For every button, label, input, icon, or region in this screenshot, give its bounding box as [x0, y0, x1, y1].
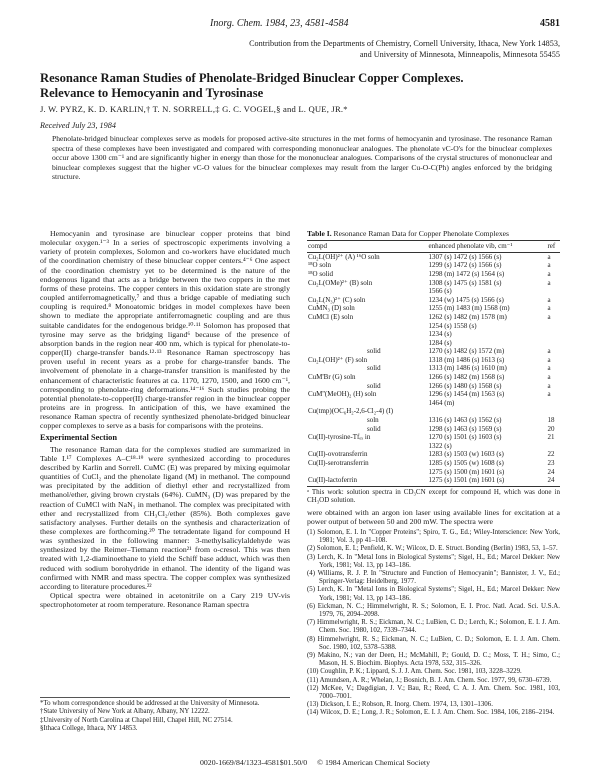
table-header-row: [307, 241, 560, 253]
table-cell: 1270 (s) 1501 (s) 1603 (s): [428, 433, 502, 442]
table-cell: CuM''(MeOH)₂ (H) soln: [308, 390, 377, 399]
received-date: Received July 23, 1984: [40, 121, 116, 130]
table-row: [307, 425, 560, 434]
table-cell: soln: [367, 416, 379, 425]
reference-item: (12) McKee, V.; Dagdigian, J. V.; Bau, R.; Reed, C. A. J. Am. Chem. Soc. 1981, 103, 7000–7001.: [307, 684, 560, 700]
table-cell: [546, 407, 560, 416]
footnotes: [40, 697, 290, 734]
left-column: [40, 229, 290, 609]
table-cell: 1298 (m) 1472 (s) 1564 (s): [428, 269, 505, 278]
table-row: [307, 399, 560, 408]
footnote: §Ithaca College, Ithaca, NY 14853.: [40, 725, 138, 733]
table-row: [307, 459, 560, 468]
table-cell: 1313 (m) 1486 (s) 1610 (m): [428, 364, 507, 373]
table-cell: [307, 468, 428, 477]
table-row: [307, 442, 560, 451]
table-cell: 1298 (s) 1463 (s) 1569 (s): [428, 424, 502, 433]
table-cell: 1308 (s) 1475 (s) 1581 (s): [428, 278, 502, 287]
table-cell: a: [547, 295, 551, 304]
table-cell: 22: [547, 450, 555, 459]
table-cell: 1322 (s): [428, 441, 452, 450]
table-cell: 24: [547, 467, 555, 476]
footnote: ‡University of North Carolina at Chapel Hill, Chapel Hill, NC 27514.: [40, 716, 233, 724]
table-cell: [546, 442, 560, 451]
table-cell: [428, 407, 547, 416]
table-cell: 1266 (s) 1480 (s) 1568 (s): [428, 381, 502, 390]
table-cell: 1234 (w) 1475 (s) 1566 (s): [428, 295, 504, 304]
table-cell: a: [547, 252, 551, 261]
journal-citation: Inorg. Chem. 1984, 23, 4581-4584: [210, 18, 349, 29]
title-line: Resonance Raman Studies of Phenolate-Bridged Binuclear Copper Complexes.: [40, 71, 464, 85]
table-cell: Cu(II)-lactoferrin: [308, 476, 357, 485]
table-cell: a: [547, 355, 551, 364]
table-title: Resonance Raman Data for Copper Phenolate Complexes: [333, 229, 509, 238]
table-row: [307, 364, 560, 373]
table-header: ref: [546, 241, 560, 253]
table-cell: Cu₂L(OH)²⁺ (A) ¹⁶O soln: [308, 252, 380, 261]
table-cell: [546, 399, 560, 408]
table-cell: 21: [547, 433, 555, 442]
table-cell: ¹⁸O solid: [308, 269, 333, 278]
article-code: 0020-1669/84/1323-4581$01.50/0: [200, 758, 308, 767]
table-row: [307, 347, 560, 356]
table-cell: CuMCl (E) soln: [308, 312, 354, 321]
footnote: †State University of New York at Albany, Albany, NY 12222.: [40, 708, 210, 716]
table-cell: Cu(II)-tyrosine-Tfₑₓ in: [308, 433, 371, 442]
table-cell: [307, 339, 428, 348]
table-cell: a: [547, 364, 551, 373]
table-row: [307, 339, 560, 348]
contribution-affiliation: [140, 38, 560, 60]
reference-item: (8) Himmelwright, R. S.; Eickman, N. C.; LuBien, C. D.; Solomon, E. I. J. Am. Chem. Soc. 1980, 102, 5378–5388.: [307, 635, 560, 651]
table-cell: a: [547, 347, 551, 356]
table-cell: a: [547, 278, 551, 287]
table-cell: 1275 (s) 1501 (m) 1601 (s): [428, 476, 505, 485]
table-cell: a: [547, 373, 551, 382]
table-cell: 1296 (s) 1454 (m) 1563 (s): [428, 390, 505, 399]
section-heading: Experimental Section: [40, 433, 117, 443]
table-cell: a: [547, 381, 551, 390]
table-header: compd: [307, 241, 428, 253]
table-row: [307, 433, 560, 442]
table-cell: 1275 (s) 1500 (m) 1601 (s): [428, 467, 505, 476]
table-cell: 1255 (m) 1483 (m) 1568 (m): [428, 304, 510, 313]
experimental-paragraph: The resonance Raman data for the complexes studied are summarized in Table I.¹⁷ Complexes A–C¹⁸·¹⁹ were synthesized according to procedures described by Karlin and Sorrell. CuMC (E) was prepared by mixing equimolar quantities of CuCl₂ and the phenolate ligand (M) in methanol. The compound was precipitated by the addition of diethyl ether and recrystallized from methanol/ether, giving brown crystals (64%). CuMN₃ (D) was prepared by the reaction of CuMCl with NaN₃ in methanol. The complex was precipitated with ether and recrystallized from CH₃Cl₂/ether (85%). Both complexes gave satisfactory analyses. Further details on the synthesis and characterization of these complexes are forthcoming.²⁰ The tetradentate ligand for compound H was synthesized in the following manner: 3-methylsalicylaldehyde was synthesized by the Reimer–Tiemann reaction²¹ from o-cresol. This was then treated with 1,2-diaminoethane to yield the Schiff base adduct, which was then reduced with sodium borohydride in ethanol. The identity of the ligand was confirmed with NMR and mass spectra. The copper complex was synthesized according to literature procedures.²²: [40, 444, 290, 591]
table-footnote: ᵃ This work: solution spectra in CD₃CN except for compound H, which was done in CH₃OD solution.: [307, 487, 560, 505]
table-cell: 1318 (m) 1486 (s) 1613 (s): [428, 355, 505, 364]
article-title: [40, 71, 560, 101]
table-caption: [307, 229, 560, 238]
table-cell: a: [547, 261, 551, 270]
table-header: enhanced phenolate vib, cm⁻¹: [428, 241, 547, 253]
table-cell: [307, 399, 428, 408]
table-cell: a: [547, 390, 551, 399]
affiliation-line: and University of Minnesota, Minneapolis, Minnesota 55455: [359, 50, 560, 59]
table-cell: a: [547, 304, 551, 313]
table-row: [307, 476, 560, 485]
table-cell: [546, 287, 560, 296]
reference-item: (11) Amundsen, A. R.; Whelan, J.; Bosnich, B. J. Am. Chem. Soc. 1977, 99, 6730–6739.: [307, 676, 552, 684]
table-row: [307, 287, 560, 296]
reference-item: (14) Wilcox, D. E.; Long, J. R.; Solomon, E. I. J. Am. Chem. Soc. 1984, 106, 2186–2194.: [307, 709, 555, 717]
table-cell: ¹⁸O soln: [308, 261, 332, 270]
table-row: [307, 261, 560, 270]
table-cell: Cu(II)-ovotransferrin: [308, 450, 368, 459]
table-row: [307, 416, 560, 425]
table-cell: solid: [367, 381, 381, 390]
reference-item: (13) Dickson, I. E.; Robson, R. Inorg. Chem. 1974, 13, 1301–1306.: [307, 701, 493, 709]
title-line: Relevance to Hemocyanin and Tyrosinase: [40, 86, 264, 100]
author-list: J. W. PYRZ, K. D. KARLIN,† T. N. SORRELL,‡ G. C. VOGEL,§ and L. QUE, JR.*: [40, 104, 348, 114]
reference-item: (3) Lerch, K. In "Metal Ions in Biological Systems"; Sigel, H., Ed.; Marcel Dekker: New York, 1981; Vol. 13, pp 143–186.: [307, 553, 560, 569]
table-row: [307, 468, 560, 477]
table-cell: 24: [547, 476, 555, 485]
table-cell: CuM'Br (G) soln: [308, 373, 356, 382]
table-row: [307, 279, 560, 288]
reference-list: [307, 529, 560, 718]
reference-item: (9) Makino, N.; van der Deen, H.; McMahill, P.; Gould, D. C.; Moss, T. H.; Simo, C.; Mason, H. S. Biochim. Biophys. Acta 1978, 532, 315–326.: [307, 651, 560, 668]
footnote: *To whom correspondence should be addressed at the University of Minnesota.: [40, 700, 260, 707]
table-cell: 1283 (s) 1503 (w) 1603 (s): [428, 450, 504, 459]
table-cell: 1464 (m): [428, 398, 455, 407]
table-row: [307, 304, 560, 313]
table-cell: 1254 (s) 1558 (s): [428, 321, 477, 330]
reference-item: (4) Williams, R. J. P. In "Structure and Function of Hemocyanin"; Bannister, J. V., Ed.; Springer-Verlag: Heidelberg, 1977.: [307, 569, 560, 586]
reference-item: (10) Coughlin, P. K.; Lippard, S. J. J. Am. Chem. Soc. 1981, 103, 3228–3229.: [307, 668, 522, 676]
table-row: [307, 270, 560, 279]
table-cell: solid: [367, 424, 381, 433]
page-number: 4581: [540, 18, 560, 29]
table-cell: a: [547, 269, 551, 278]
abstract: Phenolate-bridged binuclear complexes serve as models for proposed active-site structures in the met forms of hemocyanin and tyrosinase. The resonance Raman spectra of these complexes have been investigated and compared with corresponding mononuclear analogues. The phenolate νC-O's for the binuclear complexes occur above 1300 cm⁻¹ and are significantly higher in energy than those for the mononuclear analogues. Comparisons of the crystal structures of mononuclear and binuclear complexes suggest that the higher νC-O values for the binuclear complexes may result from the larger Cu-O-C(Ph) angles enforced by the bridging structure.: [52, 134, 552, 182]
table-cell: 23: [547, 459, 555, 467]
table-cell: [307, 322, 428, 331]
table-row: [307, 390, 560, 399]
table-cell: 1307 (s) 1472 (s) 1566 (s): [428, 252, 502, 261]
table-cell: Cu₂L(N₃)²⁺ (C) soln: [308, 295, 366, 304]
table-cell: [307, 330, 428, 339]
table-cell: Cu(tmp)(OC₆H₂-2,6-Cl₂-4) (I): [308, 407, 394, 416]
reference-item: (6) Eickman, N. C.; Himmelwright, R. S.; Solomon, E. I. Proc. Natl. Acad. Sci. U.S.A. 1979, 76, 2094–2098.: [307, 602, 560, 618]
table-row: [307, 407, 560, 416]
table-label: Table I.: [307, 229, 332, 238]
table-cell: [546, 330, 560, 339]
table-cell: 1284 (s): [428, 338, 452, 347]
table-cell: 20: [547, 424, 555, 433]
reference-item: (2) Solomon, E. I.; Penfield, K. W.; Wilcox, D. E. Struct. Bonding (Berlin) 1983, 53, 1–57.: [307, 545, 558, 553]
table-row: [307, 322, 560, 331]
table-cell: 18: [547, 416, 555, 425]
reference-item: (7) Himmelwright, R. S.; Eickman, N. C.; LuBien, C. D.; Lerch, K.; Solomon, E. I. J. Am. Chem. Soc. 1980, 102, 7339–7344.: [307, 619, 560, 635]
table-cell: 1270 (s) 1482 (s) 1572 (m): [428, 347, 505, 356]
table-cell: 1316 (s) 1463 (s) 1562 (s): [428, 416, 502, 425]
affiliation-line: Contribution from the Departments of Chemistry, Cornell University, Ithaca, New York 14853,: [249, 39, 560, 48]
experimental-paragraph: Optical spectra were obtained in acetonitrile on a Cary 219 UV-vis spectrophotometer at room temperature. Resonance Raman spectra: [40, 591, 290, 610]
table-cell: [546, 322, 560, 331]
table-cell: Cu₂L(OH)²⁺ (F) soln: [308, 355, 368, 364]
table-cell: a: [547, 312, 551, 321]
table-cell: solid: [367, 364, 381, 373]
table-cell: solid: [367, 347, 381, 356]
raman-data-table: [307, 240, 560, 485]
table-cell: Cu(II)-serotransferrin: [308, 459, 369, 467]
running-header: [40, 18, 560, 32]
right-column: [307, 229, 560, 718]
table-cell: 1299 (s) 1472 (s) 1566 (s): [428, 261, 502, 270]
table-cell: Cu₂L(OMe)²⁺ (B) soln: [308, 278, 373, 287]
table-cell: 1566 (s): [428, 287, 452, 296]
table-row: [307, 373, 560, 382]
table-row: [307, 356, 560, 365]
copyright: © 1984 American Chemical Society: [317, 758, 430, 767]
table-row: [307, 296, 560, 305]
table-cell: 1234 (s): [428, 330, 452, 339]
table-cell: 1262 (s) 1482 (m) 1578 (m): [428, 312, 507, 321]
intro-paragraph: Hemocyanin and tyrosinase are binuclear copper proteins that bind molecular oxygen.¹⁻³ In a series of spectroscopic experiments involving a variety of protein complexes, Solomon and co-workers have elucidated much of the coordination chemistry of these binuclear copper centers.⁴⁻⁶ One aspect of the coordination chemistry yet to be determined is the nature of the endogenous ligand that acts as a bridge between the two coppers in the met forms of these proteins. The copper centers in this oxidation state are strongly coupled antiferromagnetically,⁷ and thus a bridge capable of mediating such coupling is required.⁸ Monoatomic bridges in model complexes have been shown to mediate the appropriate antiferromagnetic coupling and are thus suitable candidates for the endogenous bridge.¹⁰·¹¹ Solomon has proposed that tyrosine may serve as the bridging ligand⁶ because of the presence of absorption bands in the region near 400 nm, which is typical for phenolate-to-copper(II) charge-transfer bands.¹²·¹³ Resonance Raman spectroscopy has proven useful in recent years as a probe for charge-transfer bands. The involvement of phenolate in a charge-transfer transition is manifested by the enhancement of characteristic features at ca. 1170, 1270, 1500, and 1600 cm⁻¹, corresponding to phenolate-ring deformations.¹⁴⁻¹⁶ Such studies probing the potential phenolate-to-copper(II) charge-transfer region in the binuclear copper proteins are in progress. In anticipation of this, we have examined the resonance Raman spectra of recently synthesized phenolate-bridged binuclear copper complexes to serve as a basis for comparisons with the proteins.: [40, 229, 290, 431]
table-row: [307, 313, 560, 322]
table-cell: 1266 (s) 1482 (m) 1568 (s): [428, 373, 505, 382]
table-row: [307, 330, 560, 339]
table-row: [307, 382, 560, 391]
continuation-paragraph: were obtained with an argon ion laser using available lines for excitation at a power output of between 50 and 200 mW. The spectra were: [307, 507, 560, 526]
table-cell: [307, 442, 428, 451]
table-row: [307, 450, 560, 459]
table-cell: CuMN₃ (D) soln: [308, 304, 355, 313]
table-cell: [546, 339, 560, 348]
table-row: [307, 252, 560, 261]
reference-item: (1) Solomon, E. I. In "Copper Proteins"; Spiro, T. G., Ed.; Wiley-Interscience: New York, 1981; Vol. 3, pp 41–108.: [307, 528, 560, 545]
table-cell: [307, 287, 428, 296]
table-cell: 1285 (s) 1505 (w) 1608 (s): [428, 459, 504, 467]
reference-item: (5) Lerch, K. In "Metal Ions in Biological Systems"; Sigel, H., Ed.; Marcel Dekker: New York, 1981; Vol. 13, pp 143–186.: [307, 586, 560, 602]
